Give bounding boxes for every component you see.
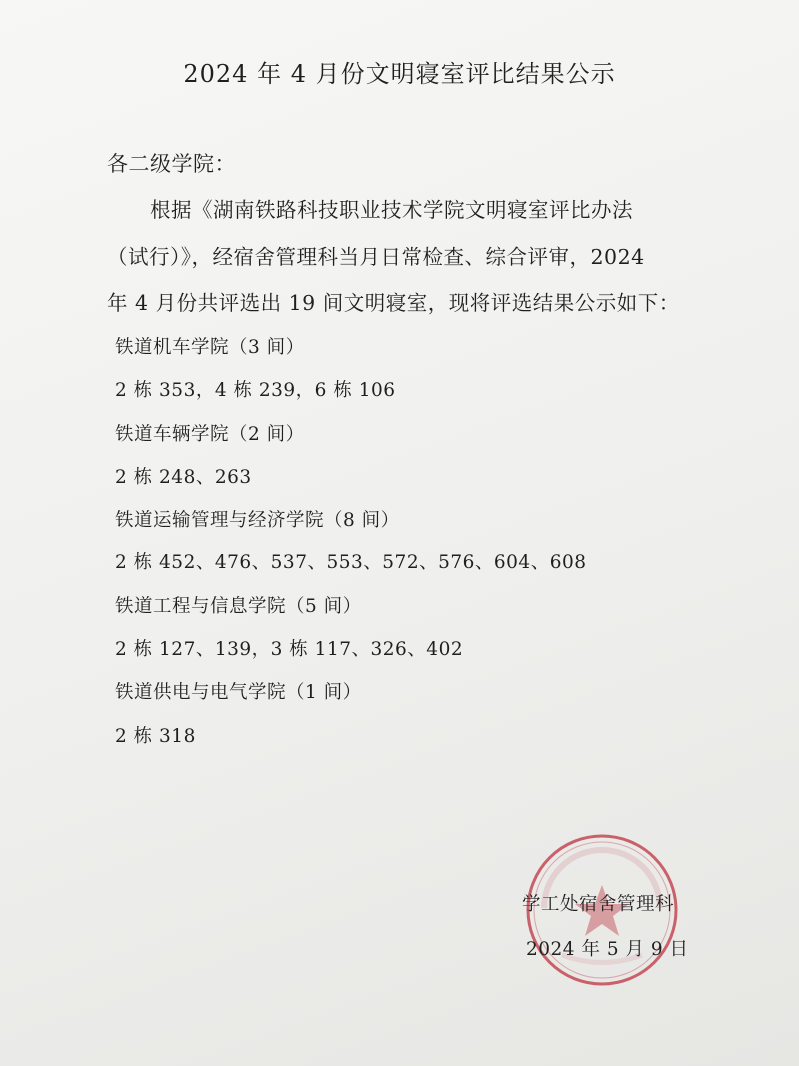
- signature-department: 学工处宿舍管理科: [522, 894, 675, 915]
- college-rooms: 2 栋 318: [115, 726, 196, 747]
- college-rooms: 2 栋 248、263: [115, 467, 252, 488]
- signature-date: 2024 年 5 月 9 日: [526, 939, 689, 960]
- college-name: 铁道车辆学院（2 间）: [115, 424, 305, 445]
- body-paragraph-line-3: 年 4 月份共评选出 19 间文明寝室，现将评选结果公示如下：: [107, 291, 680, 315]
- college-name: 铁道运输管理与经济学院（8 间）: [115, 510, 400, 531]
- college-rooms: 2 栋 452、476、537、553、572、576、604、608: [115, 552, 587, 573]
- college-name: 铁道机车学院（3 间）: [115, 337, 305, 358]
- salutation: 各二级学院：: [107, 152, 236, 176]
- college-name: 铁道供电与电气学院（1 间）: [115, 682, 362, 703]
- body-paragraph-line-1: 根据《湖南铁路科技职业技术学院文明寝室评比办法: [150, 198, 633, 222]
- document-title: 2024 年 4 月份文明寝室评比结果公示: [183, 60, 616, 88]
- college-rooms: 2 栋 127、139，3 栋 117、326、402: [115, 639, 464, 660]
- body-paragraph-line-2: （试行）》，经宿舍管理科当月日常检查、综合评审，2024: [107, 245, 645, 269]
- college-rooms: 2 栋 353，4 栋 239，6 栋 106: [115, 380, 396, 401]
- college-name: 铁道工程与信息学院（5 间）: [115, 596, 362, 617]
